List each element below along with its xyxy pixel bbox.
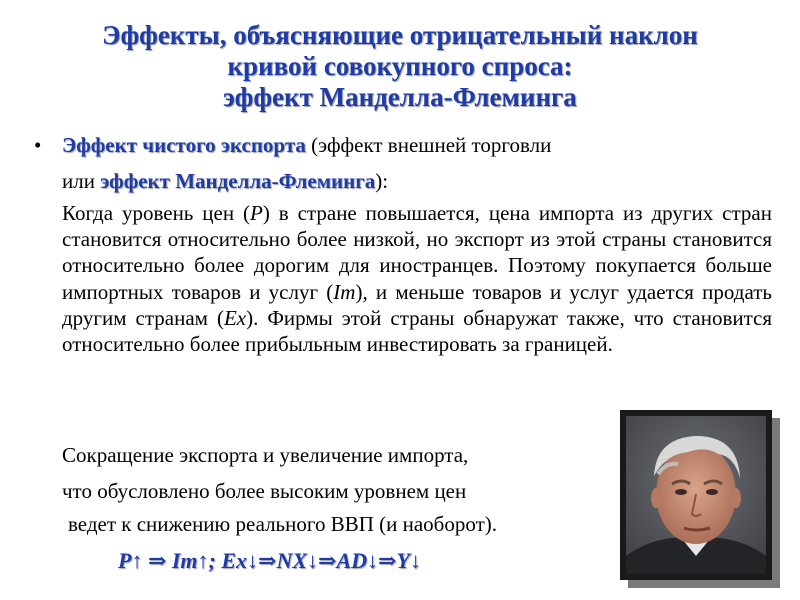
para-text-1: Когда уровень цен ( [62, 201, 251, 225]
para-text-2: ) в стране повышается, цена импорта из других стран становится относительно более низкой, но экспорт из этой страны становится относительно более дорогим для иностранцев. Поэтому покупается больше импортных товаров и услуг ( [62, 201, 772, 304]
formula: P↑ ⇒ Im↑; Ex↓⇒NX↓⇒AD↓⇒Y↓ [118, 548, 421, 573]
para-var-ex: Ex [223, 305, 247, 330]
bullet-continuation [62, 167, 388, 195]
explanation-paragraph [62, 200, 772, 357]
line2-prefix: или [62, 169, 101, 193]
summary-line-2: что обусловлено более высоким уровнем цен [62, 479, 467, 503]
title-line-2: кривой совокупного спроса: [227, 51, 573, 81]
para-text-3: ), и меньше товаров и услуг удается продать другим странам ( [62, 279, 773, 330]
para-var-p: P [250, 201, 263, 225]
line2-term: эффект Манделла-Флеминга [100, 169, 376, 193]
para-var-im: Im [333, 279, 356, 304]
bullet-term: Эффект чистого экспорта [62, 133, 306, 157]
title-line-1: Эффекты, объясняющие отрицательный наклон [102, 20, 698, 50]
summary-line-1: Сокращение экспорта и увеличение импорта, [62, 443, 469, 467]
slide-title [0, 20, 800, 113]
para-text-4: ). Фирмы этой страны обнаружат также, что становится относительно более прибыльным инвестировать за границей. [62, 305, 773, 357]
portrait-photo [620, 410, 772, 580]
bullet-item [34, 131, 551, 159]
bullet-marker: • [34, 133, 42, 157]
bullet-paren-text: (эффект внешней торговли [305, 133, 552, 157]
portrait-illustration [626, 416, 766, 574]
title-line-3: эффект Манделла-Флеминга [223, 82, 577, 112]
summary-line-3: ведет к снижению реального ВВП (и наоборот). [68, 512, 498, 536]
line2-suffix: ): [375, 169, 389, 193]
